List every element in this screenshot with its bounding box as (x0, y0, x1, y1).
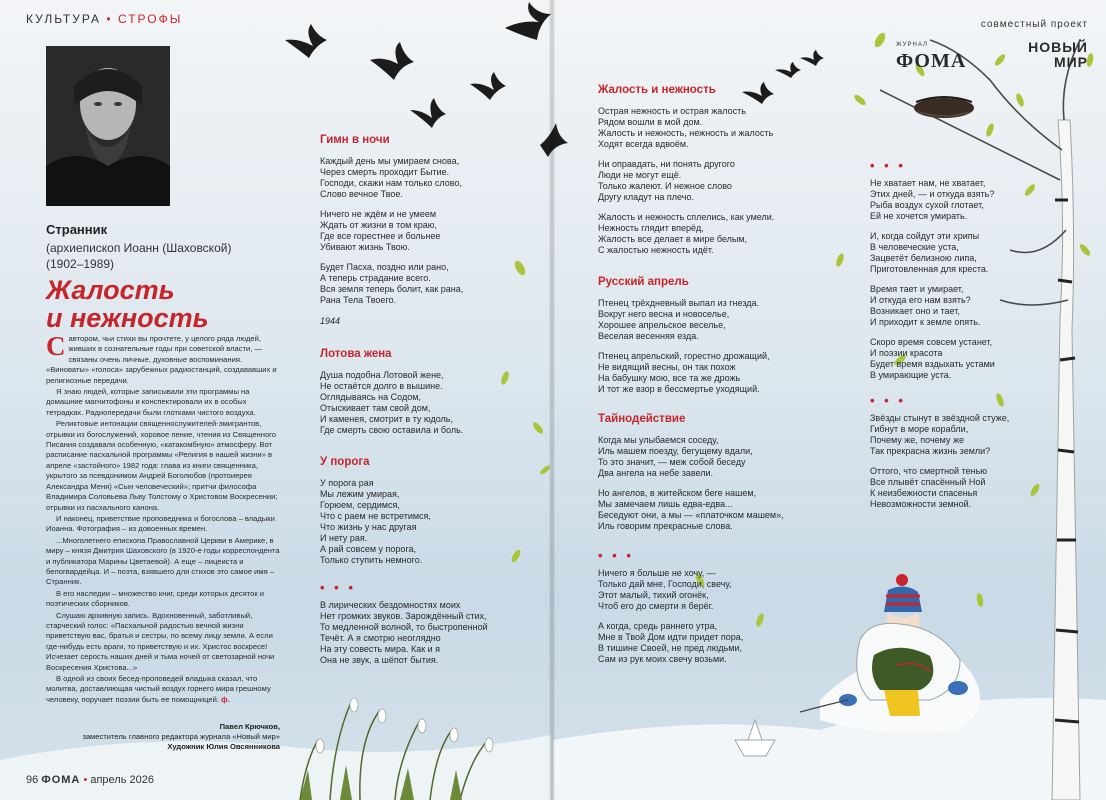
stanza: Ни оправдать, ни понять другого Люди не могут ещё. Только жалеют. И нежное слово Другу кладут на плечо. (598, 159, 735, 202)
paragraph: Я знаю людей, которые записывали эти программы на домашние магнитофоны и конспектировали их в особых тетрадках. Радиопередачи были глотками чистого воздуха. (46, 387, 256, 417)
poem-pity-tenderness (598, 84, 818, 256)
stanza: Звёзды стынут в звёздной стуже, Гибнут в море корабли, Почему же, почему же Так прекрасна жизнь земли? (870, 413, 1010, 456)
stanza: Скоро время совсем устанет, И поэзии красота Будет время вздыхать устами В умирающие уста. (870, 337, 995, 380)
signature-block (46, 722, 280, 752)
paragraph: Реликтовые интонации священнослужителей-эмигрантов, отрывки из богослужений, хоровое пение, чтения из Священного Писания создавали особенную, «катакомбную» атмосферу. Вот расписание пасхальной программы «Религия в нашей жизни» в апреле «застойного» 1982 года: глава из книги священника, укрытого за псевдонимом Андрей Боголюбов (протоиерея Александра Меня) «Сын человеческий»; притчи философа Владимира Соловьева Льву Толстому о Христовом Воскресении; отрывки из пасхального канона. (46, 419, 278, 512)
poem-date: 1944 (320, 316, 341, 326)
stanza: У порога рая Мы лежим умирая, Горюем, сердимся, Что с раем не встретимся, Что жизнь у нас другая И нету рая. А рай совсем у порога, Только ступить немного. (320, 478, 431, 565)
poem-column-right1 (598, 84, 818, 674)
stanza: А когда, средь раннего утра, Мне в Твой Дом идти придет пора, В тишине Своей, не пред людьми, Сам из рук моих свечу возьми. (598, 621, 744, 664)
footer-magazine: ФОМА (41, 774, 81, 786)
poem-title: Гимн в ночи (320, 134, 390, 146)
author-details-line2: (1902–1989) (46, 257, 115, 271)
poem-stars: • • • (598, 548, 634, 563)
paragraph: ...Многолетнего епископа Православной Церкви в Америке, в миру – князя Дмитрия Шаховского (в 1920-е годы корреспондента и публикатора Марины Цветаевой). А еще – лицеиста и белогвардейца. И – поэта, взявшего для стихов это самое имя – Странник. (46, 535, 280, 587)
stanza: Душа подобна Лотовой жене, Не остаётся долго в вышине. Оглядываясь на Содом, Отыскивает там свой дом, И каменея, смотрит в ту юдоль, Где смерть свою оставила и боль. (320, 370, 464, 435)
rubric-separator: • (106, 12, 113, 26)
article-title (46, 276, 296, 332)
page-footer (26, 774, 154, 786)
stanza: И, когда сойдут эти хрипы В человеческие уста, Зацветёт белизною липа, Приготовленная для креста. (870, 231, 989, 274)
article-body (46, 331, 282, 706)
paragraph: Слушаю архивную запись. Вдохновенный, заботливый, старческий голос: «Пасхальной радостью вечной жизни приветствую вас, братья и сестры, по всему лицу земли. А если где-нибудь есть враги, то приветствую и их. Христос воскресе! Исчезает серость наших дней и тьма ночей от светозарной ночи Воскресения Христова...» (46, 610, 275, 672)
poem-sacrament (598, 413, 818, 532)
portrait-illustration (46, 46, 170, 206)
paragraph: В одной из своих бесед-проповедей владыка сказал, что молитва, доставляющая чистый воздух горнего мира грешному человеку, поручает поэзии быть ее помощницей. ф. (46, 674, 271, 704)
stanza: Будет Пасха, поздно или рано, А теперь страдание всего. Вся земля теперь болит, как рана, Рана Тела Твоего. (320, 262, 464, 305)
poem-title: Русский апрель (598, 276, 689, 288)
article-title-line2: и нежность (46, 303, 209, 333)
paragraph: И наконец, приветствие проповедника и богослова – владыки Иоанна. Фотография – из довоенных времен. (46, 513, 275, 534)
stanza: Ничего я больше не хочу, — Только дай мне, Господи, свечу, Этот малый, тихий огонёк, Чтоб его до смерти я берёг. (598, 568, 732, 611)
poem-title: Жалость и нежность (598, 84, 716, 96)
poem-russian-april (598, 276, 818, 395)
paragraph: В его наследии – множество книг, среди которых десяток и поэтических сборников. (46, 588, 265, 609)
illustrator-credit: Художник Юлия Овсянникова (167, 742, 280, 751)
partner-label: совместный проект (980, 19, 1088, 30)
page-number: 96 (26, 774, 39, 786)
novy-mir-logo-line2: МИР (1053, 54, 1088, 70)
subrubric-label: СТРОФЫ (117, 12, 183, 26)
stanza: Время тает и умирает, И откуда его нам взять? Возникает оно и тает, И приходит к земле опять. (870, 284, 981, 327)
poem-stars-cold (870, 395, 1050, 510)
poem-column-right2 (870, 160, 1050, 519)
poem-untitled (320, 582, 535, 666)
stanza: В лирических бездомностях моих Нет громких звуков. Зарождённый стих, То медленной волной, то быстропенной Течёт. А я смотрю неоглядно На эту совесть мира. Как и я Она не звук, а шёпот бытия. (320, 600, 488, 665)
stanza: Птенец апрельский, горестно дрожащий, Не видящий весны, он так похож На бабушку мою, все та же дрожь И тот же взор в бессмертье уходящий. (598, 351, 770, 394)
poem-column-middle (320, 134, 535, 675)
stanza: Птенец трёхдневный выпал из гнезда. Вокруг него весна и новоселье, Хорошее апрельское веселье, Веселая весенняя езда. (598, 298, 760, 341)
poem-time (870, 160, 1050, 381)
article-title-line1: Жалость (46, 275, 175, 305)
poem-lot-wife (320, 348, 535, 436)
stanza: Оттого, что смертной тенью Все плывёт спасённый Ной К неизбежности спасенья Невозможности земной. (870, 466, 988, 509)
poem-candle (598, 550, 818, 665)
poem-hymn (320, 134, 535, 326)
footer-bullet: • (83, 774, 88, 786)
end-mark: ф. (221, 694, 230, 704)
foma-logo: ФОМА (896, 50, 967, 72)
paragraph: Савтором, чьи стихи вы прочтете, у целого ряда людей, живших в сознательные годы при советской власти, — связаны очень личные, духовные воспоминания. «Виноваты» «голоса» зарубежных радиостанций, создававших и религиозные передачи. (46, 331, 277, 385)
signature-author: Павел Крючков, (219, 722, 280, 731)
stanza: Но ангелов, в житейском беге нашем, Мы замечаем лишь едва-едва... Беседуют они, а мы — «платочком машем», Иль говорим прекрасные слова. (598, 488, 784, 531)
poem-title: У порога (320, 456, 370, 468)
poem-title: Тайнодействие (598, 413, 686, 425)
poem-stars: • • • (870, 393, 906, 408)
signature-role: заместитель главного редактора журнала «Новый мир» (82, 732, 280, 741)
poem-stars: • • • (870, 158, 906, 173)
author-details (46, 240, 296, 272)
poem-title: Лотова жена (320, 348, 392, 360)
logo-small-label: ЖУРНАЛ (896, 42, 928, 48)
stanza: Ничего не ждём и не умеем Ждать от жизни в том краю, Где все горестнее и больнее Убивают жизнь Твою. (320, 209, 441, 252)
nest-illustration (914, 97, 974, 118)
partner-logos (896, 40, 1088, 74)
stanza: Не хватает нам, не хватает, Этих дней, — и откуда взять? Рыба воздух сухой глотает, Ей не хочется умирать. (870, 178, 995, 221)
novy-mir-logo-line1: НОВЫЙ (1028, 39, 1088, 55)
poem-stars: • • • (320, 580, 356, 595)
drop-cap: С (46, 331, 66, 361)
novy-mir-logo (1006, 40, 1088, 70)
stanza: Жалость и нежность сплелись, как умели. Нежность глядит вперёд, Жалость все делает в мире белым, С жалостью нежность идёт. (598, 212, 775, 255)
footer-issue: апрель 2026 (90, 774, 154, 786)
stanza: Острая нежность и острая жалость Рядом вошли в мой дом. Жалость и нежность, нежность и жалость Ходят всегда вдвоём. (598, 106, 774, 149)
section-rubric (26, 12, 182, 26)
author-portrait (46, 46, 170, 206)
stanza: Каждый день мы умираем снова, Через смерть проходит Бытие. Господи, скажи нам только слово, Слово вечное Твое. (320, 156, 462, 199)
author-name: Странник (46, 222, 108, 237)
swallow-bird-icon (775, 62, 801, 78)
rubric-label: КУЛЬТУРА (26, 12, 102, 26)
author-details-line1: (архиепископ Иоанн (Шаховской) (46, 241, 232, 255)
swallow-bird-icon (800, 50, 824, 66)
poem-threshold (320, 456, 535, 566)
stanza: Когда мы улыбаемся соседу, Иль машем поезду, бегущему вдали, То это значит, — меж собой беседу Два ангела на небе завели. (598, 435, 753, 478)
